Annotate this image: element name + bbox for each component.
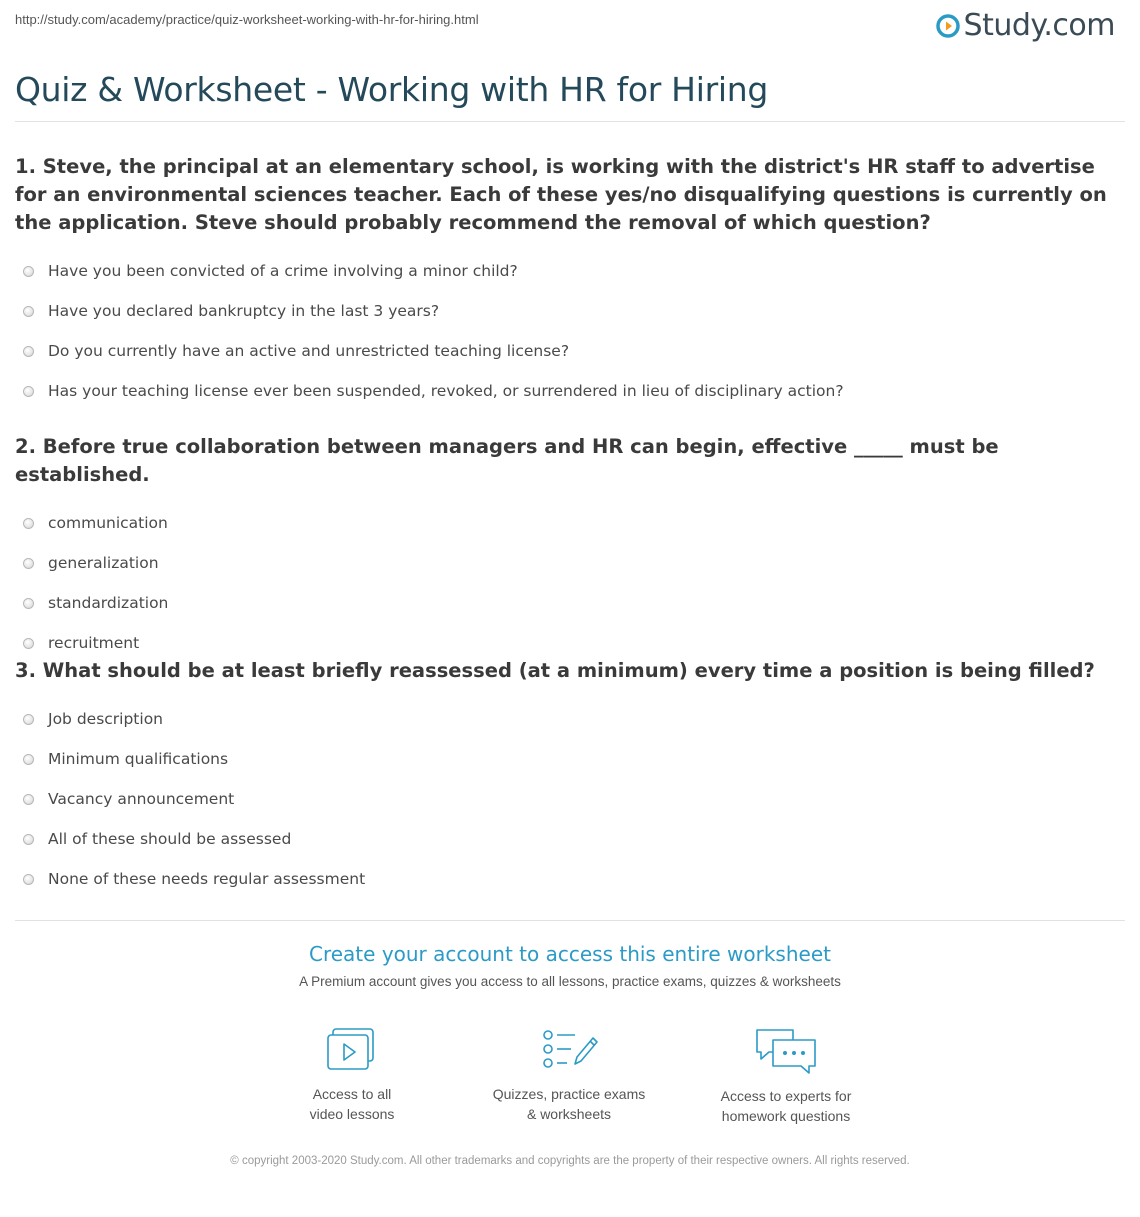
question-2 (15, 433, 1115, 663)
answer-label: standardization (48, 594, 169, 612)
question-3 (15, 657, 1115, 899)
radio-button[interactable] (23, 518, 34, 529)
answer-label: Job description (48, 710, 164, 728)
answer-option[interactable] (15, 583, 1115, 623)
create-account-link[interactable]: Create your account to access this entire worksheet (309, 942, 831, 966)
answer-label: Minimum qualifications (48, 750, 229, 768)
answer-option[interactable] (15, 739, 1115, 779)
answer-list (15, 699, 1115, 899)
feature-quizzes (469, 1026, 669, 1124)
play-circle-icon (936, 14, 960, 38)
question-text: 1. Steve, the principal at an elementary school, is working with the district's HR staff to advertise for an environmental sciences teacher. Each of these yes/no disqualifying questions is currently on the application. Steve should probably recommend the removal of which question? (15, 155, 1107, 234)
answer-label: communication (48, 514, 168, 532)
answer-option[interactable] (15, 331, 1115, 371)
feature-experts (686, 1026, 886, 1126)
answer-label: Vacancy announcement (48, 790, 235, 808)
answer-option[interactable] (15, 291, 1115, 331)
radio-button[interactable] (23, 558, 34, 569)
page-url: http://study.com/academy/practice/quiz-worksheet-working-with-hr-for-hiring.html (15, 12, 479, 27)
answer-label: None of these needs regular assessment (48, 870, 366, 888)
feature-label: Access to experts for homework questions (720, 1088, 852, 1124)
answer-list (15, 503, 1115, 663)
promo-divider (15, 920, 1125, 921)
radio-button[interactable] (23, 754, 34, 765)
answer-label: All of these should be assessed (48, 830, 292, 848)
answer-label: generalization (48, 554, 159, 572)
promo-subheading: A Premium account gives you access to all lessons, practice exams, quizzes & worksheets (299, 974, 841, 989)
page-title: Quiz & Worksheet - Working with HR for Hiring (15, 70, 768, 109)
answer-label: recruitment (48, 634, 140, 652)
answer-option[interactable] (15, 819, 1115, 859)
chat-bubbles-icon (753, 1026, 819, 1078)
radio-button[interactable] (23, 714, 34, 725)
answer-label: Have you declared bankruptcy in the last 3 years? (48, 302, 440, 320)
quiz-checklist-icon (539, 1026, 599, 1076)
question-text: 3. What should be at least briefly reassessed (at a minimum) every time a position is being filled? (15, 659, 1095, 682)
radio-button[interactable] (23, 874, 34, 885)
radio-button[interactable] (23, 266, 34, 277)
answer-option[interactable] (15, 859, 1115, 899)
radio-button[interactable] (23, 598, 34, 609)
answer-label: Do you currently have an active and unrestricted teaching license? (48, 342, 570, 360)
video-lessons-icon (322, 1026, 382, 1076)
radio-button[interactable] (23, 834, 34, 845)
radio-button[interactable] (23, 794, 34, 805)
feature-label: Access to all video lessons (309, 1086, 395, 1122)
radio-button[interactable] (23, 306, 34, 317)
copyright-footer: © copyright 2003-2020 Study.com. All other trademarks and copyrights are the property of their respective owners. All rights reserved. (230, 1155, 910, 1167)
answer-label: Has your teaching license ever been suspended, revoked, or surrendered in lieu of disciplinary action? (48, 382, 844, 400)
answer-option[interactable] (15, 251, 1115, 291)
answer-option[interactable] (15, 699, 1115, 739)
logo-text: Study.com (963, 8, 1115, 43)
study-logo[interactable] (936, 8, 1115, 43)
question-1 (15, 153, 1115, 411)
answer-option[interactable] (15, 371, 1115, 411)
answer-option[interactable] (15, 779, 1115, 819)
answer-list (15, 251, 1115, 411)
feature-video-lessons (252, 1026, 452, 1124)
title-divider (15, 121, 1125, 122)
feature-label: Quizzes, practice exams & worksheets (492, 1086, 646, 1122)
answer-option[interactable] (15, 503, 1115, 543)
radio-button[interactable] (23, 638, 34, 649)
radio-button[interactable] (23, 346, 34, 357)
answer-label: Have you been convicted of a crime involving a minor child? (48, 262, 518, 280)
question-text: 2. Before true collaboration between managers and HR can begin, effective _____ must be established. (15, 435, 999, 486)
radio-button[interactable] (23, 386, 34, 397)
answer-option[interactable] (15, 543, 1115, 583)
